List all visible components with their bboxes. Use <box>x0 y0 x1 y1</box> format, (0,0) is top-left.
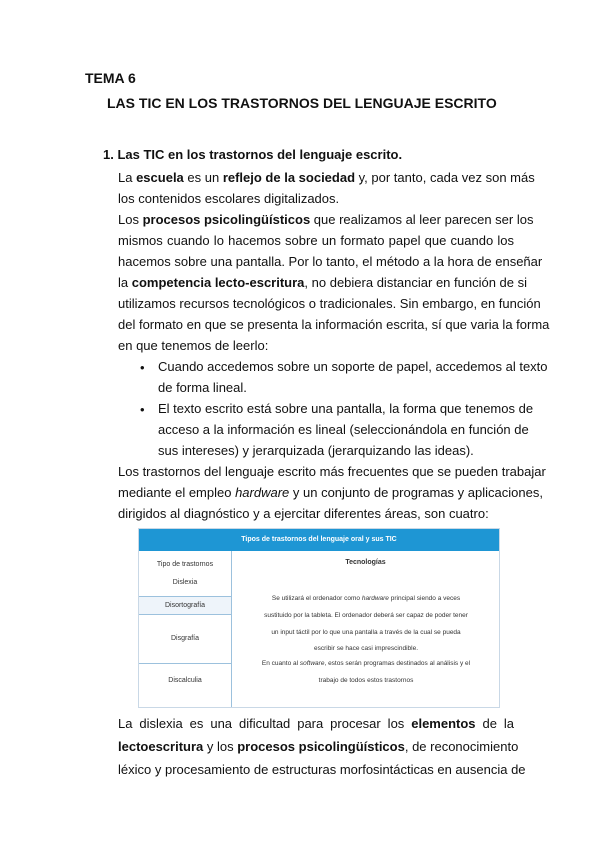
list-item: acceso a la información es lineal (seleccionándola en función de <box>158 422 529 437</box>
text-line: los contenidos escolares digitalizados. <box>118 191 340 206</box>
text-line: La escuela es un reflejo de la sociedad y, por tanto, cada vez son más <box>118 170 535 185</box>
table-text: un input táctil por lo que una pantalla a través de la cual se pueda <box>271 629 461 636</box>
bullet-icon: • <box>140 402 145 417</box>
text-line: Los procesos psicolingüísticos que realizamos al leer parecen ser los <box>118 212 534 227</box>
text-line: Los trastornos del lenguaje escrito más frecuentes que se pueden trabajar <box>118 464 546 479</box>
table-text: trabajo de todos estos trastornos <box>318 677 414 684</box>
list-item: Cuando accedemos sobre un soporte de papel, accedemos al texto <box>158 359 548 374</box>
text-line: mismos cuando lo hacemos sobre un formato papel que cuando los <box>118 233 514 248</box>
text-line: del formato en que se presenta la información escrita, sí que varia la forma <box>118 317 550 332</box>
section-heading: 1. Las TIC en los trastornos del lenguaje escrito. <box>103 147 403 162</box>
table-text: sustituido por la tableta. El ordenador deberá ser capaz de poder tener <box>264 612 468 619</box>
table-divider <box>139 614 231 615</box>
table-cell: Disortografía <box>139 597 231 614</box>
table-text: escribir se hace casi imprescindible. <box>313 645 419 652</box>
table-title: Tipos de trastornos del lenguaje oral y sus TIC <box>139 529 499 551</box>
table-text: En cuanto al software, estos serán programas destinados al análisis y el <box>261 660 471 667</box>
table-cell: Discalculia <box>168 677 202 684</box>
table-cell: Dislexia <box>172 579 198 586</box>
text-line: dirigidos al diagnóstico y a ejercitar diferentes áreas, son cuatro: <box>118 506 489 521</box>
text-line: La dislexia es una dificultad para procesar los elementos de la <box>118 716 514 731</box>
table-divider <box>139 663 231 664</box>
topic-number: TEMA 6 <box>85 70 136 86</box>
text-line: lectoescritura y los procesos psicolingüísticos, de reconocimiento <box>118 739 519 754</box>
bullet-icon: • <box>140 360 145 375</box>
table-text: Se utilizará el ordenador como hardware principal siendo a veces <box>271 595 461 602</box>
table-cell: Disgrafía <box>170 635 199 642</box>
list-item: de forma lineal. <box>158 380 247 395</box>
table-column-header: Tipo de trastornos <box>156 561 214 568</box>
text-line: en que tenemos de leerlo: <box>118 338 269 353</box>
text-line: hacemos sobre una pantalla. Por lo tanto, el método a la hora de enseñar <box>118 254 543 269</box>
list-item: sus intereses) y jerarquizada (jerarquizando las ideas). <box>158 443 474 458</box>
disorders-table <box>138 528 500 708</box>
list-item: El texto escrito está sobre una pantalla, la forma que tenemos de <box>158 401 534 416</box>
text-line: la competencia lecto-escritura, no debiera distanciar en función de si <box>118 275 528 290</box>
table-column-header: Tecnologías <box>345 559 386 566</box>
table-column-types <box>139 551 232 707</box>
text-line: utilizamos recursos tecnológicos o tradicionales. Sin embargo, en función <box>118 296 541 311</box>
text-line: léxico y procesamiento de estructuras morfosintácticas en ausencia de <box>118 762 526 777</box>
text-line: mediante el empleo hardware y un conjunto de programas y aplicaciones, <box>118 485 543 500</box>
page-title: LAS TIC EN LOS TRASTORNOS DEL LENGUAJE ESCRITO <box>107 95 497 111</box>
